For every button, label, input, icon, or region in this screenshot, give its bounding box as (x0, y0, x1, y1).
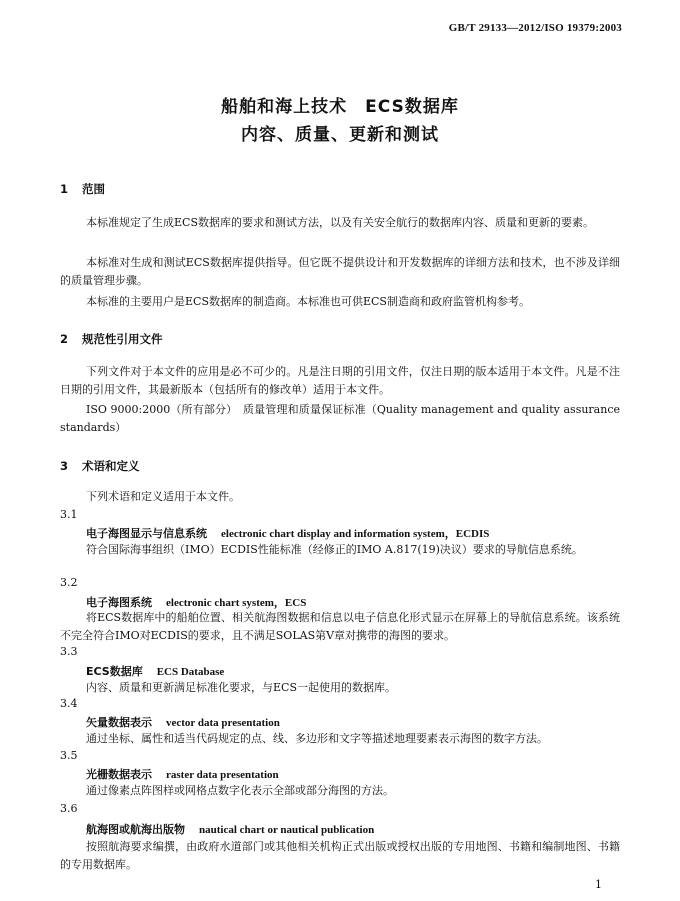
term-number: 3.3 (60, 645, 78, 658)
section-1-paragraph-2: 本标准对生成和测试ECS数据库提供指导。但它既不提供设计和开发数据库的详细方法和技术，也不涉及详细的质量管理步骤。 (60, 256, 620, 287)
term-chinese: 矢量数据表示 (86, 716, 152, 729)
term-definition: 通过坐标、属性和适当代码规定的点、线、多边形和文字等描述地理要素表示海图的数字方法。 (86, 732, 548, 745)
section-title: 范围 (82, 182, 105, 196)
term-chinese: 电子海图系统 (86, 596, 152, 609)
section-2-paragraph-1: 下列文件对于本文件的应用是必不可少的。凡是注日期的引用文件，仅注日期的版本适用于本文件。凡是不注日期的引用文件，其最新版本（包括所有的修改单）适用于本文件。 (60, 365, 620, 396)
term-definition: 内容、质量和更新满足标准化要求，与ECS一起使用的数据库。 (86, 681, 396, 694)
term-english: ECS Database (156, 666, 225, 678)
term-english: vector data presentation (166, 717, 280, 729)
term-number: 3.5 (60, 749, 78, 762)
section-1-paragraph-3: 本标准的主要用户是ECS数据库的制造商。本标准也可供ECS制造商和政府监管机构参考。 (86, 295, 530, 308)
term-definition: 将ECS数据库中的船舶位置、相关航海图数据和信息以电子信息化形式显示在屏幕上的导航信息系统。该系统不完全符合IMO对ECDIS的要求，且不满足SOLAS第Ⅴ章对携带的海图的要求。 (60, 611, 620, 642)
term-definition: 通过像素点阵图样或网格点数字化表示全部或部分海图的方法。 (86, 784, 394, 797)
document-title-line2: 内容、质量、更新和测试 (241, 125, 439, 145)
term-number: 3.1 (60, 508, 78, 521)
section-number: 2 (60, 332, 69, 346)
section-1-paragraph-1: 本标准规定了生成ECS数据库的要求和测试方法，以及有关安全航行的数据库内容、质量和更新的要素。 (86, 216, 594, 229)
term-english: electronic chart system，ECS (166, 597, 307, 609)
term-number: 3.2 (60, 576, 78, 589)
term-number: 3.6 (60, 802, 78, 815)
term-chinese: 光栅数据表示 (86, 768, 152, 781)
term-chinese: 航海图或航海出版物 (86, 823, 185, 836)
section-title: 术语和定义 (82, 459, 140, 473)
document-title-line1: 船舶和海上技术 ECS数据库 (221, 97, 459, 117)
section-3-intro: 下列术语和定义适用于本文件。 (86, 490, 240, 503)
section-number: 1 (60, 182, 69, 196)
term-number: 3.4 (60, 697, 78, 710)
term-english: nautical chart or nautical publication (199, 824, 375, 836)
term-english: electronic chart display and information system，ECDIS (221, 528, 490, 540)
term-heading (86, 821, 374, 837)
section-2-heading (60, 331, 163, 347)
term-chinese: 电子海图显示与信息系统 (86, 527, 207, 540)
term-heading (86, 594, 306, 610)
section-2-reference: ISO 9000:2000（所有部分） 质量管理和质量保证标准（Quality management and quality assurance standards） (60, 403, 620, 434)
term-heading (86, 714, 280, 730)
term-heading (86, 525, 489, 541)
page-number: 1 (595, 878, 602, 891)
section-1-heading (60, 181, 105, 197)
term-chinese: ECS数据库 (86, 665, 143, 678)
section-3-heading (60, 458, 140, 474)
standard-number-header: GB/T 29133—2012/ISO 19379:2003 (448, 22, 622, 34)
term-heading (86, 766, 279, 782)
term-english: raster data presentation (166, 769, 279, 781)
term-definition: 按照航海要求编撰，由政府水道部门或其他相关机构正式出版或授权出版的专用地图、书籍和编制地图、书籍的专用数据库。 (60, 840, 620, 871)
term-heading (86, 663, 224, 679)
section-number: 3 (60, 459, 69, 473)
section-title: 规范性引用文件 (82, 332, 163, 346)
term-definition: 符合国际海事组织（IMO）ECDIS性能标准（经修正的IMO A.817(19)决议）要求的导航信息系统。 (86, 543, 583, 556)
